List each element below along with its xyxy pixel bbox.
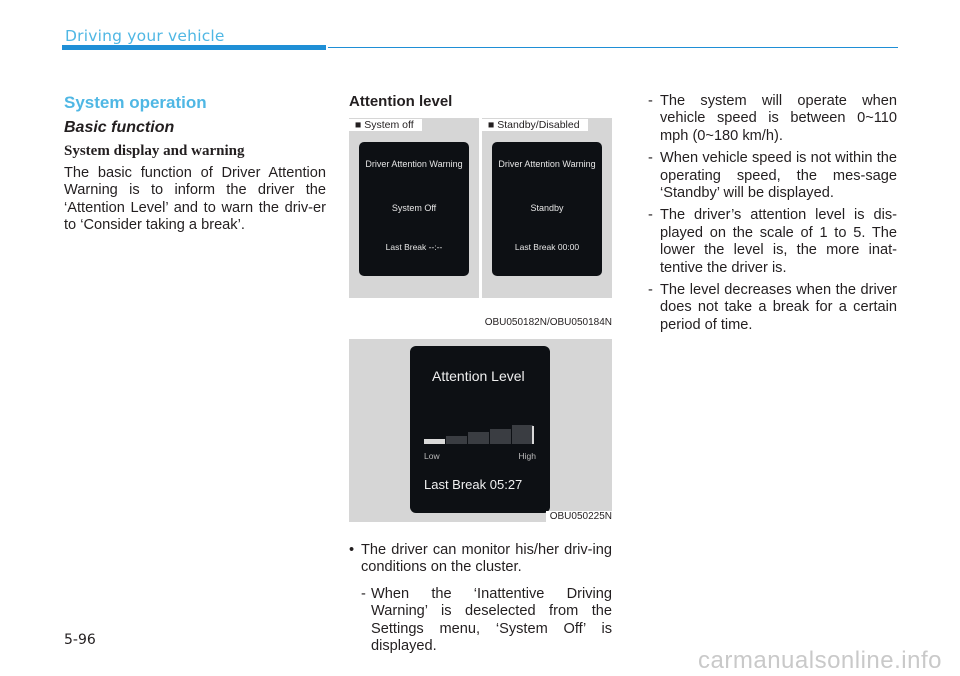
attention-level-gauge (424, 424, 534, 444)
attention-level-heading: Attention level (349, 93, 453, 110)
subsubsection-title: System display and warning (64, 143, 245, 159)
cluster-screen (492, 142, 602, 276)
screen-title: Attention Level (432, 368, 525, 384)
gauge-end-tick (532, 426, 534, 444)
dash-item: - The driver’s attention level is dis-played on the scale of 1 to 5. The lower the level is, the more inat-tentive the driver is. (648, 207, 897, 277)
figure-system-states (349, 118, 612, 328)
sub-list (361, 586, 612, 656)
gauge-high-label: High (518, 451, 536, 461)
header-rule-thin (328, 47, 898, 48)
subsection-title: Basic function (64, 119, 175, 136)
gauge-segment-5 (512, 425, 533, 444)
gauge-segment-3 (468, 432, 489, 444)
screen-status: Standby (530, 203, 564, 213)
cluster-screen (359, 142, 469, 276)
cluster-screen (410, 346, 550, 513)
figure-code: OBU050182N/OBU050184N (481, 317, 612, 328)
dash-item: - When vehicle speed is not within the operating speed, the mes-sage ‘Standby’ will be displayed. (648, 150, 897, 202)
gauge-segment-1 (424, 439, 445, 444)
column-2 (349, 93, 612, 660)
screen-last-break: Last Break 00:00 (514, 242, 580, 252)
gauge-low-label: Low (424, 451, 440, 461)
column-1 (64, 93, 326, 235)
dash-list (648, 93, 897, 334)
header-rule-thick (62, 45, 326, 50)
panel-system-off (349, 118, 479, 298)
gauge-segment-2 (446, 436, 467, 445)
dash-item: - The level decreases when the driver does not take a break for a certain period of time. (648, 282, 897, 334)
bullet-item (349, 542, 612, 655)
panel-label: ■ System off (349, 119, 422, 131)
screen-status: System Off (391, 203, 437, 213)
panel-label: ■ Standby/Disabled (482, 119, 588, 131)
screen-last-break: Last Break --:-- (385, 242, 443, 252)
intro-paragraph: The basic function of Driver Attention Warning is to inform the driver the ‘Attention Level’ and to warn the driv-er to ‘Consider taking a break’. (64, 165, 326, 234)
dash-item: - The system will operate when vehicle speed is between 0~110 mph (0~180 km/h). (648, 93, 897, 145)
bullet-list (349, 542, 612, 655)
figure-code: OBU050225N (546, 511, 612, 522)
screen-title: Driver Attention Warning (365, 159, 463, 169)
gauge-segment-4 (490, 429, 511, 445)
sub-item: - When the ‘Inattentive Driving Warning’ is deselected from the Settings menu, ‘System Off’ is displayed. (361, 586, 612, 656)
watermark: carmanualsonline.info (698, 647, 942, 674)
screen-title: Driver Attention Warning (498, 159, 596, 169)
column-3 (648, 93, 897, 339)
page-number: 5-96 (64, 632, 96, 648)
bullet-text: The driver can monitor his/her driv-ing conditions on the cluster. (361, 542, 612, 576)
panel-standby (482, 118, 612, 298)
figure-attention-level (349, 339, 612, 522)
screen-last-break: Last Break 05:27 (424, 477, 523, 492)
header-title: Driving your vehicle (65, 27, 225, 45)
section-title: System operation (64, 93, 207, 112)
